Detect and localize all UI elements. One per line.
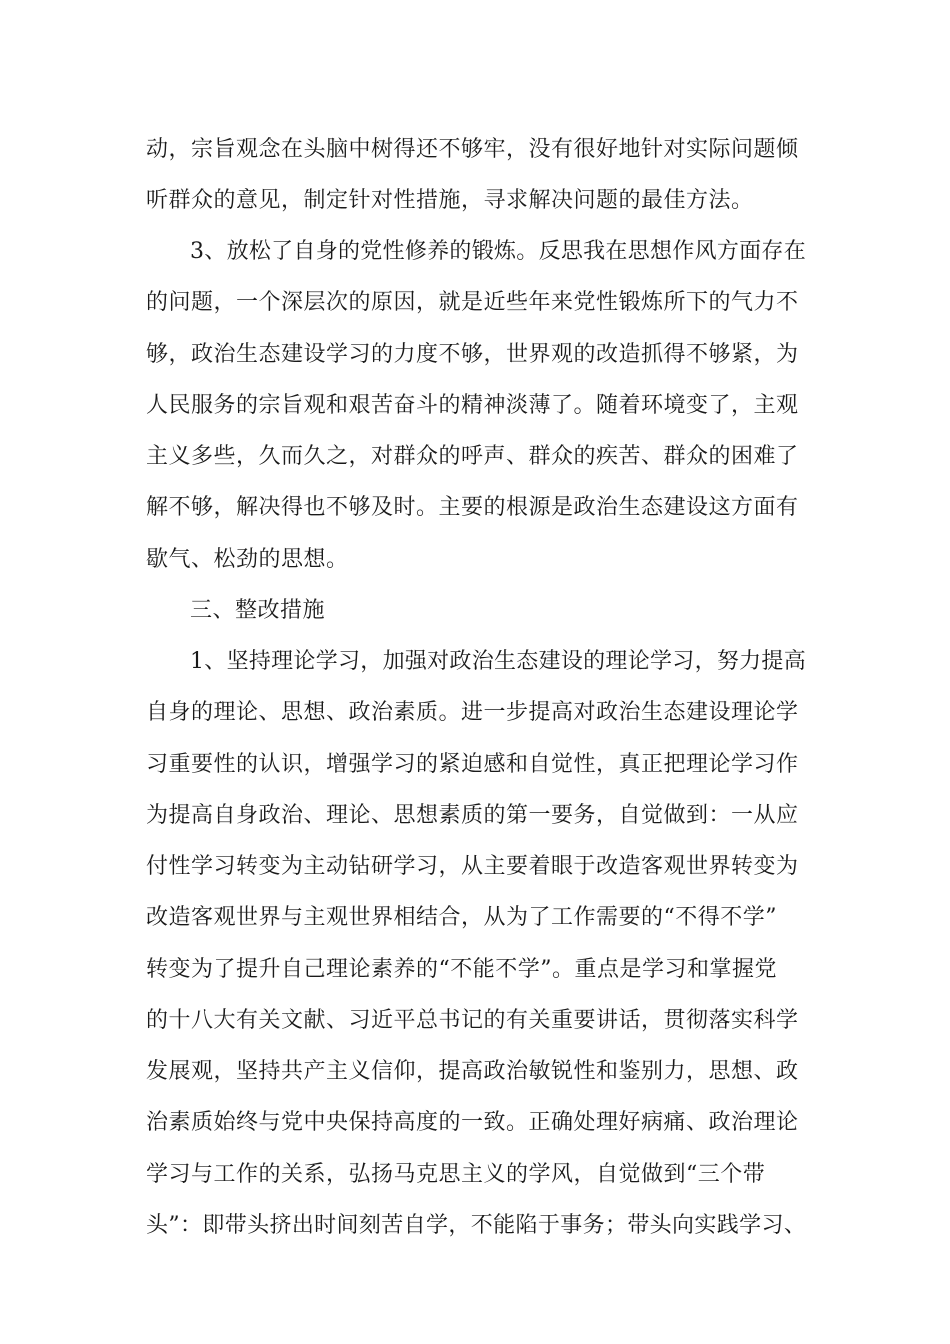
text-line: 的十八大有关文献、习近平总书记的有关重要讲话，贯彻落实科学 xyxy=(146,1008,799,1033)
text-line: 听群众的意见，制定针对性措施，寻求解决问题的最佳方法。 xyxy=(146,188,754,213)
text-line: 发展观，坚持共产主义信仰，提高政治敏锐性和鉴别力，思想、政 xyxy=(146,1059,799,1084)
text-line: 习重要性的认识，增强学习的紧迫感和自觉性，真正把理论学习作 xyxy=(146,752,799,777)
section-heading: 三、整改措施 xyxy=(190,598,326,623)
text-line: 够，政治生态建设学习的力度不够，世界观的改造抓得不够紧，为 xyxy=(146,342,799,367)
text-line: 歇气、松劲的思想。 xyxy=(146,547,349,572)
text-line: 为提高自身政治、理论、思想素质的第一要务，自觉做到：一从应 xyxy=(146,803,799,828)
text-line: 治素质始终与党中央保持高度的一致。正确处理好病痛、政治理论 xyxy=(146,1110,799,1135)
text-line: 解不够，解决得也不够及时。主要的根源是政治生态建设这方面有 xyxy=(146,495,799,520)
text-line: 的问题，一个深层次的原因，就是近些年来党性锻炼所下的气力不 xyxy=(146,290,799,315)
text-line: 改造客观世界与主观世界相结合，从为了工作需要的“不得不学” xyxy=(146,905,777,930)
text-line: 自身的理论、思想、政治素质。进一步提高对政治生态建设理论学 xyxy=(146,700,799,725)
text-line: 学习与工作的关系，弘扬马克思主义的学风，自觉做到“三个带 xyxy=(146,1162,766,1187)
text-line: 主义多些，久而久之，对群众的呼声、群众的疾苦、群众的困难了 xyxy=(146,444,799,469)
text-line: 动，宗旨观念在头脑中树得还不够牢，没有很好地针对实际问题倾 xyxy=(146,137,799,162)
text-line: 3、放松了自身的党性修养的锻炼。反思我在思想作风方面存在 xyxy=(190,239,806,264)
text-line: 付性学习转变为主动钻研学习，从主要着眼于改造客观世界转变为 xyxy=(146,854,799,879)
text-line: 人民服务的宗旨观和艰苦奋斗的精神淡薄了。随着环境变了，主观 xyxy=(146,393,799,418)
text-line: 头”：即带头挤出时间刻苦自学，不能陷于事务；带头向实践学习、 xyxy=(146,1213,807,1238)
text-line: 转变为了提升自己理论素养的“不能不学”。重点是学习和掌握党 xyxy=(146,957,777,982)
text-line: 1、坚持理论学习，加强对政治生态建设的理论学习，努力提高 xyxy=(190,649,806,674)
